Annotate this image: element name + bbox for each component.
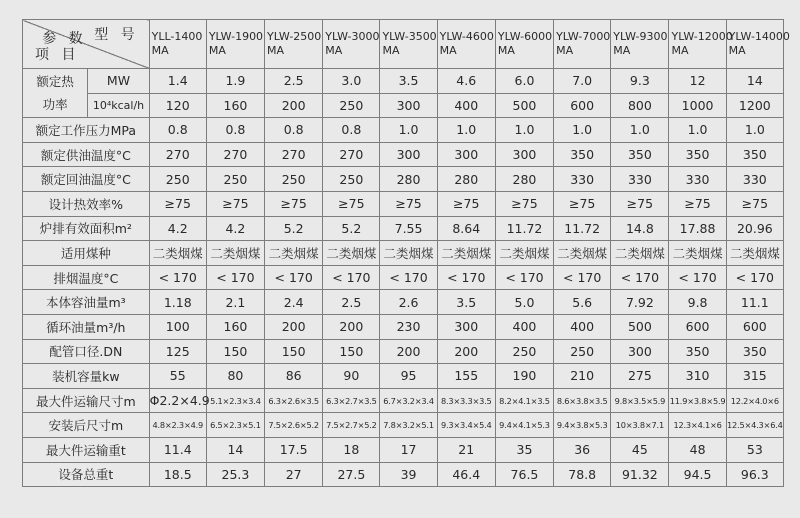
value-cell: 二类烟煤 — [206, 241, 264, 266]
value-cell: 4.8×2.3×4.9 — [149, 413, 206, 438]
value-cell: 27 — [265, 462, 323, 487]
value-cell: 1000 — [669, 93, 726, 118]
value-cell: 500 — [611, 314, 669, 339]
value-cell: 94.5 — [669, 462, 726, 487]
value-cell: 二类烟煤 — [611, 241, 669, 266]
model-header-cell — [265, 20, 323, 69]
value-cell: < 170 — [495, 265, 553, 290]
value-cell: Φ2.2×4.9 — [149, 388, 206, 413]
value-cell: 2.1 — [206, 290, 264, 315]
value-cell: 1.18 — [149, 290, 206, 315]
value-cell: 160 — [206, 314, 264, 339]
value-cell: 300 — [495, 142, 553, 167]
value-cell: 300 — [380, 93, 437, 118]
value-cell: 二类烟煤 — [669, 241, 726, 266]
value-cell: 200 — [323, 314, 380, 339]
model-name: YLW-1900 — [208, 30, 264, 43]
value-cell: 125 — [149, 339, 206, 364]
value-cell: < 170 — [669, 265, 726, 290]
value-cell: 4.2 — [206, 216, 264, 241]
value-cell: 20.96 — [726, 216, 783, 241]
value-cell: 100 — [149, 314, 206, 339]
value-cell: 9.4×3.8×5.3 — [554, 413, 611, 438]
value-cell: 7.5×2.6×5.2 — [265, 413, 323, 438]
value-cell: 53 — [726, 437, 783, 462]
value-cell: < 170 — [206, 265, 264, 290]
value-cell: 120 — [149, 93, 206, 118]
table-row — [23, 191, 784, 216]
value-cell: 91.32 — [611, 462, 669, 487]
value-cell: 9.3×3.4×5.4 — [437, 413, 495, 438]
model-header-cell — [669, 20, 733, 69]
value-cell: < 170 — [323, 265, 380, 290]
value-cell: 二类烟煤 — [265, 241, 323, 266]
value-cell: 6.5×2.3×5.1 — [206, 413, 264, 438]
value-cell: 250 — [323, 167, 380, 192]
value-cell: 280 — [495, 167, 553, 192]
value-cell: 3.5 — [380, 69, 437, 94]
value-cell: 12.5×4.3×6.4 — [726, 413, 783, 438]
value-cell: 9.8 — [669, 290, 726, 315]
value-cell: < 170 — [554, 265, 611, 290]
unit-cell: 10⁴kcal/h — [88, 93, 149, 118]
value-cell: 1.0 — [611, 118, 669, 143]
value-cell: 14 — [206, 437, 264, 462]
value-cell: 310 — [669, 364, 726, 389]
value-cell: 250 — [323, 93, 380, 118]
value-cell: 10×3.8×7.1 — [611, 413, 669, 438]
row-label: 配管口径.DN — [23, 339, 150, 364]
value-cell: 270 — [206, 142, 264, 167]
model-suffix: MA — [613, 44, 631, 57]
value-cell: 330 — [669, 167, 726, 192]
table-row — [23, 413, 784, 438]
row-label-power — [23, 69, 88, 118]
value-cell: 400 — [554, 314, 611, 339]
value-cell: 350 — [554, 142, 611, 167]
table-row — [23, 265, 784, 290]
value-cell: 280 — [437, 167, 495, 192]
value-cell: 36 — [554, 437, 611, 462]
power-label-top: 额定热 — [36, 74, 74, 90]
value-cell: 二类烟煤 — [437, 241, 495, 266]
value-cell: 0.8 — [149, 118, 206, 143]
value-cell: 17 — [380, 437, 437, 462]
value-cell: 6.3×2.6×3.5 — [265, 388, 323, 413]
value-cell: 210 — [554, 364, 611, 389]
row-label: 设计热效率% — [23, 191, 150, 216]
value-cell: 1.0 — [554, 118, 611, 143]
value-cell: 200 — [265, 93, 323, 118]
value-cell: < 170 — [265, 265, 323, 290]
value-cell: 4.2 — [149, 216, 206, 241]
table-row — [23, 118, 784, 143]
model-suffix: MA — [497, 44, 515, 57]
value-cell: 二类烟煤 — [149, 241, 206, 266]
value-cell: 400 — [495, 314, 553, 339]
row-label: 排烟温度°C — [23, 265, 150, 290]
model-name: YLW-4600 — [439, 30, 494, 43]
value-cell: 11.4 — [149, 437, 206, 462]
value-cell: 78.8 — [554, 462, 611, 487]
value-cell: 5.0 — [495, 290, 553, 315]
value-cell: ≥75 — [149, 191, 206, 216]
value-cell: 250 — [206, 167, 264, 192]
row-label: 适用煤种 — [23, 241, 150, 266]
value-cell: 18 — [323, 437, 380, 462]
model-suffix: MA — [267, 44, 285, 57]
value-cell: 200 — [437, 339, 495, 364]
model-suffix: MA — [728, 44, 746, 57]
value-cell: 330 — [611, 167, 669, 192]
value-cell: ≥75 — [437, 191, 495, 216]
value-cell: 500 — [495, 93, 553, 118]
model-suffix: MA — [208, 44, 226, 57]
value-cell: 1.4 — [149, 69, 206, 94]
model-header-cell — [611, 20, 669, 69]
table-row — [23, 388, 784, 413]
value-cell: 1.9 — [206, 69, 264, 94]
value-cell: 7.92 — [611, 290, 669, 315]
table-row — [23, 339, 784, 364]
table-row — [23, 314, 784, 339]
model-name: YLW-3500 — [382, 30, 437, 43]
value-cell: 300 — [380, 142, 437, 167]
row-label: 额定供油温度°C — [23, 142, 150, 167]
value-cell: < 170 — [380, 265, 437, 290]
value-cell: 39 — [380, 462, 437, 487]
value-cell: 350 — [669, 339, 726, 364]
value-cell: 18.5 — [149, 462, 206, 487]
value-cell: 21 — [437, 437, 495, 462]
value-cell: 330 — [554, 167, 611, 192]
value-cell: 8.3×3.3×3.5 — [437, 388, 495, 413]
value-cell: 3.0 — [323, 69, 380, 94]
value-cell: 280 — [380, 167, 437, 192]
value-cell: 5.6 — [554, 290, 611, 315]
value-cell: 二类烟煤 — [726, 241, 783, 266]
value-cell: ≥75 — [265, 191, 323, 216]
value-cell: 600 — [669, 314, 726, 339]
model-header-cell — [437, 20, 495, 69]
value-cell: ≥75 — [554, 191, 611, 216]
model-header-label: 型 号 — [94, 27, 139, 43]
value-cell: 1.0 — [437, 118, 495, 143]
value-cell: ≥75 — [323, 191, 380, 216]
value-cell: < 170 — [726, 265, 783, 290]
value-cell: 8.2×4.1×3.5 — [495, 388, 553, 413]
value-cell: 2.5 — [265, 69, 323, 94]
value-cell: 300 — [611, 339, 669, 364]
value-cell: 9.4×4.1×5.3 — [495, 413, 553, 438]
row-label: 最大件运输重t — [23, 437, 150, 462]
row-label: 额定回油温度°C — [23, 167, 150, 192]
model-suffix: MA — [671, 44, 689, 57]
model-name: YLW-9300 — [613, 30, 668, 43]
value-cell: 160 — [206, 93, 264, 118]
value-cell: 0.8 — [323, 118, 380, 143]
value-cell: 250 — [495, 339, 553, 364]
value-cell: 14.8 — [611, 216, 669, 241]
value-cell: 230 — [380, 314, 437, 339]
value-cell: 7.5×2.7×5.2 — [323, 413, 380, 438]
value-cell: 46.4 — [437, 462, 495, 487]
value-cell: 12 — [669, 69, 726, 94]
value-cell: 270 — [265, 142, 323, 167]
row-label: 额定工作压力MPa — [23, 118, 150, 143]
table-row — [23, 241, 784, 266]
model-header-cell — [206, 20, 264, 69]
value-cell: 6.0 — [495, 69, 553, 94]
value-cell: 7.8×3.2×5.1 — [380, 413, 437, 438]
value-cell: < 170 — [611, 265, 669, 290]
value-cell: 190 — [495, 364, 553, 389]
value-cell: 3.5 — [437, 290, 495, 315]
table-row — [23, 216, 784, 241]
table-row — [23, 437, 784, 462]
value-cell: 250 — [265, 167, 323, 192]
model-header-cell — [323, 20, 380, 69]
model-suffix: MA — [556, 44, 574, 57]
value-cell: 1.0 — [669, 118, 726, 143]
value-cell: < 170 — [437, 265, 495, 290]
value-cell: 350 — [669, 142, 726, 167]
table-row — [23, 167, 784, 192]
value-cell: 25.3 — [206, 462, 264, 487]
row-label: 最大件运输尺寸m — [23, 388, 150, 413]
value-cell: 二类烟煤 — [323, 241, 380, 266]
item-header-label: 项 目 — [35, 47, 80, 63]
value-cell: 150 — [265, 339, 323, 364]
value-cell: 7.0 — [554, 69, 611, 94]
value-cell: ≥75 — [206, 191, 264, 216]
value-cell: 600 — [726, 314, 783, 339]
value-cell: 2.4 — [265, 290, 323, 315]
model-name: YLW-6000 — [497, 30, 553, 43]
value-cell: 1.0 — [726, 118, 783, 143]
table-row — [23, 142, 784, 167]
value-cell: 90 — [323, 364, 380, 389]
value-cell: 17.88 — [669, 216, 726, 241]
value-cell: 200 — [265, 314, 323, 339]
row-label: 设备总重t — [23, 462, 150, 487]
row-label: 炉排有效面积m² — [23, 216, 150, 241]
value-cell: 250 — [554, 339, 611, 364]
value-cell: 300 — [437, 314, 495, 339]
model-name: YLL-1400 — [151, 30, 203, 43]
value-cell: 11.72 — [495, 216, 553, 241]
value-cell: 0.8 — [206, 118, 264, 143]
value-cell: 11.1 — [726, 290, 783, 315]
value-cell: 350 — [726, 339, 783, 364]
value-cell: 150 — [206, 339, 264, 364]
value-cell: 150 — [323, 339, 380, 364]
value-cell: ≥75 — [495, 191, 553, 216]
value-cell: 4.6 — [437, 69, 495, 94]
value-cell: 1.0 — [495, 118, 553, 143]
value-cell: 55 — [149, 364, 206, 389]
value-cell: 27.5 — [323, 462, 380, 487]
value-cell: < 170 — [149, 265, 206, 290]
value-cell: 5.2 — [323, 216, 380, 241]
value-cell: ≥75 — [611, 191, 669, 216]
value-cell: 270 — [323, 142, 380, 167]
model-header-cell — [726, 20, 790, 69]
value-cell: 350 — [611, 142, 669, 167]
model-name: YLW-14000 — [728, 30, 790, 43]
value-cell: 12.3×4.1×6 — [669, 413, 726, 438]
value-cell: 17.5 — [265, 437, 323, 462]
value-cell: 35 — [495, 437, 553, 462]
table-row — [23, 69, 784, 94]
value-cell: 200 — [380, 339, 437, 364]
value-cell: 45 — [611, 437, 669, 462]
value-cell: 12.2×4.0×6 — [726, 388, 783, 413]
table-row — [23, 93, 784, 118]
value-cell: 二类烟煤 — [495, 241, 553, 266]
header-row — [23, 20, 784, 69]
value-cell: 270 — [149, 142, 206, 167]
value-cell: 48 — [669, 437, 726, 462]
value-cell: 400 — [437, 93, 495, 118]
value-cell: 8.6×3.8×3.5 — [554, 388, 611, 413]
value-cell: 76.5 — [495, 462, 553, 487]
value-cell: 95 — [380, 364, 437, 389]
model-header-cell — [149, 20, 206, 69]
model-header-cell — [554, 20, 611, 69]
value-cell: 二类烟煤 — [554, 241, 611, 266]
value-cell: 600 — [554, 93, 611, 118]
value-cell: 350 — [726, 142, 783, 167]
value-cell: 0.8 — [265, 118, 323, 143]
header-corner-cell — [23, 20, 150, 69]
value-cell: 5.1×2.3×3.4 — [206, 388, 264, 413]
value-cell: 14 — [726, 69, 783, 94]
spec-table — [22, 19, 790, 487]
table-row — [23, 462, 784, 487]
value-cell: 二类烟煤 — [380, 241, 437, 266]
value-cell: 11.9×3.8×5.9 — [669, 388, 726, 413]
table-row — [23, 290, 784, 315]
value-cell: 275 — [611, 364, 669, 389]
value-cell: 800 — [611, 93, 669, 118]
row-label: 装机容量kw — [23, 364, 150, 389]
value-cell: 6.7×3.2×3.4 — [380, 388, 437, 413]
value-cell: 330 — [726, 167, 783, 192]
power-label-bottom: 功率 — [42, 97, 68, 113]
unit-cell: MW — [88, 69, 149, 94]
value-cell: 7.55 — [380, 216, 437, 241]
value-cell: ≥75 — [380, 191, 437, 216]
row-label: 安装后尺寸m — [23, 413, 150, 438]
value-cell: 80 — [206, 364, 264, 389]
model-suffix: MA — [151, 44, 169, 57]
model-suffix: MA — [325, 44, 343, 57]
model-header-cell — [495, 20, 553, 69]
value-cell: 96.3 — [726, 462, 783, 487]
value-cell: 300 — [437, 142, 495, 167]
model-name: YLW-2500 — [267, 30, 322, 43]
value-cell: 250 — [149, 167, 206, 192]
model-suffix: MA — [439, 44, 457, 57]
param-header-label: 参 数 — [42, 31, 87, 47]
model-suffix: MA — [382, 44, 400, 57]
value-cell: 11.72 — [554, 216, 611, 241]
value-cell: 2.5 — [323, 290, 380, 315]
value-cell: 155 — [437, 364, 495, 389]
row-label: 循环油量m³/h — [23, 314, 150, 339]
model-name: YLW-12000 — [671, 30, 733, 43]
value-cell: 1.0 — [380, 118, 437, 143]
value-cell: ≥75 — [669, 191, 726, 216]
value-cell: 86 — [265, 364, 323, 389]
value-cell: ≥75 — [726, 191, 783, 216]
model-name: YLW-3000 — [325, 30, 380, 43]
value-cell: 9.8×3.5×5.9 — [611, 388, 669, 413]
model-name: YLW-7000 — [556, 30, 611, 43]
value-cell: 9.3 — [611, 69, 669, 94]
value-cell: 5.2 — [265, 216, 323, 241]
model-header-cell — [380, 20, 437, 69]
value-cell: 2.6 — [380, 290, 437, 315]
value-cell: 6.3×2.7×3.5 — [323, 388, 380, 413]
value-cell: 8.64 — [437, 216, 495, 241]
row-label: 本体容油量m³ — [23, 290, 150, 315]
table-row — [23, 364, 784, 389]
value-cell: 1200 — [726, 93, 783, 118]
value-cell: 315 — [726, 364, 783, 389]
